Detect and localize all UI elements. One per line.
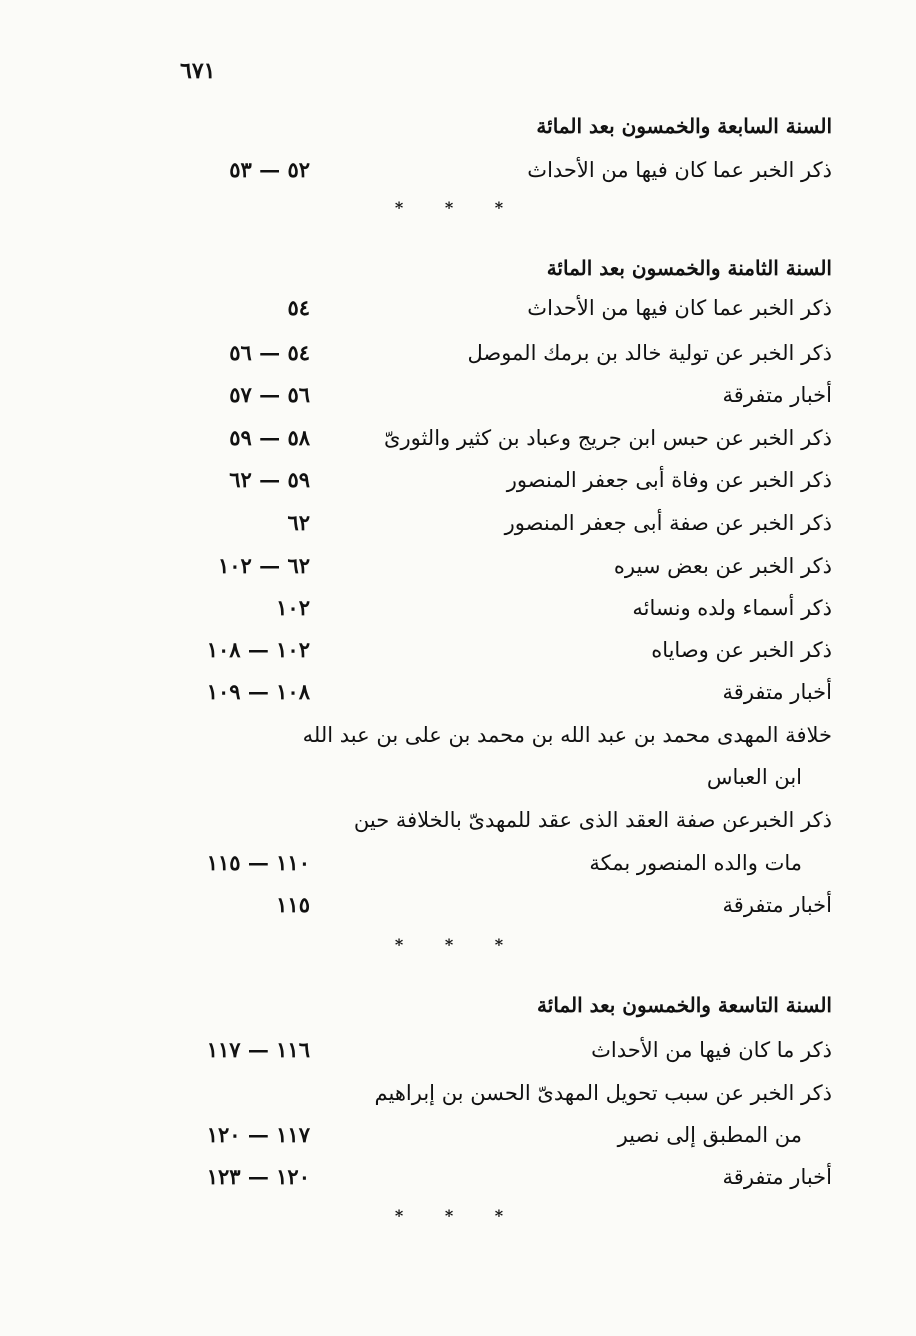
entry-pages: ٥٤ — ٥٦ [229,340,310,365]
entry-title: ذكر ما كان فيها من الأحداث [591,1038,832,1062]
toc-entry [160,757,832,797]
toc-entry [160,885,832,925]
entry-title: من المطبق إلى نصير [617,1123,802,1147]
toc-entry [160,418,832,458]
entry-pages: ١١٥ [276,892,310,917]
entry-title: السنة السابعة والخمسون بعد المائة [536,114,832,138]
entry-title: ذكر الخبر عما كان فيها من الأحداث [527,296,832,320]
page-number: ٦٧١ [180,58,216,84]
entry-title: ذكر أسماء ولده ونسائه [632,596,832,620]
toc-entry [160,375,832,415]
entry-pages: ١٠٢ [276,595,310,620]
entry-pages: ٥٤ [287,295,310,320]
toc-entry [160,150,832,190]
entry-pages: ٥٦ — ٥٧ [229,382,310,407]
section-heading [160,106,832,146]
toc-entry [160,546,832,586]
toc-entry [160,715,832,755]
entry-title: أخبار متفرقة [722,893,832,917]
entry-title: ذكر الخبرعن صفة العقد الذى عقد للمهدىّ بالخلافة حين [353,808,832,832]
entry-pages: ١٠٢ — ١٠٨ [206,637,310,662]
toc-entry [160,672,832,712]
entry-pages: ١٢٠ — ١٢٣ [206,1164,310,1189]
section-separator: * * * [394,198,522,217]
entry-title: مات والده المنصور بمكة [589,851,802,875]
toc-entry [160,1115,832,1155]
section-separator: * * * [394,935,522,954]
entry-title: خلافة المهدى محمد بن عبد الله بن محمد بن على بن عبد الله [302,723,832,747]
entry-pages: ١٠٨ — ١٠٩ [206,679,310,704]
toc-entry [160,1073,832,1113]
entry-title: ابن العباس [706,765,802,789]
entry-pages: ٥٨ — ٥٩ [229,425,310,450]
entry-title: ذكر الخبر عن حبس ابن جريج وعباد بن كثير والثورىّ [384,426,832,450]
entry-title: ذكر الخبر عن وفاة أبى جعفر المنصور [506,468,832,492]
toc-entry [160,1157,832,1197]
toc-entry [160,630,832,670]
entry-title: ذكر الخبر عن تولية خالد بن برمك الموصل [467,341,832,365]
toc-entry [160,288,832,328]
toc-entry [160,588,832,628]
entry-title: أخبار متفرقة [722,680,832,704]
entry-title: أخبار متفرقة [722,383,832,407]
entry-pages: ١١٧ — ١٢٠ [206,1122,310,1147]
entry-title: ذكر الخبر عن بعض سيره [613,554,832,578]
toc-entry [160,843,832,883]
entry-title: السنة الثامنة والخمسون بعد المائة [546,256,832,280]
section-heading [160,985,832,1025]
entry-pages: ٦٢ [287,510,310,535]
entry-title: ذكر الخبر عن صفة أبى جعفر المنصور [504,511,832,535]
entry-title: ذكر الخبر عن وصاياه [651,638,832,662]
section-heading [160,248,832,288]
section-separator: * * * [394,1206,522,1225]
entry-title: السنة التاسعة والخمسون بعد المائة [537,993,832,1017]
toc-entry [160,800,832,840]
toc-entry [160,1030,832,1070]
entry-pages: ٥٩ — ٦٢ [229,467,310,492]
entry-title: ذكر الخبر عما كان فيها من الأحداث [527,158,832,182]
entry-title: أخبار متفرقة [722,1165,832,1189]
entry-pages: ٥٢ — ٥٣ [229,157,310,182]
entry-pages: ٦٢ — ١٠٢ [217,553,310,578]
toc-entry [160,503,832,543]
entry-pages: ١١٠ — ١١٥ [206,850,310,875]
toc-entry [160,460,832,500]
entry-title: ذكر الخبر عن سبب تحويل المهدىّ الحسن بن إبراهيم [374,1081,832,1105]
entry-pages: ١١٦ — ١١٧ [206,1037,310,1062]
toc-entry [160,333,832,373]
